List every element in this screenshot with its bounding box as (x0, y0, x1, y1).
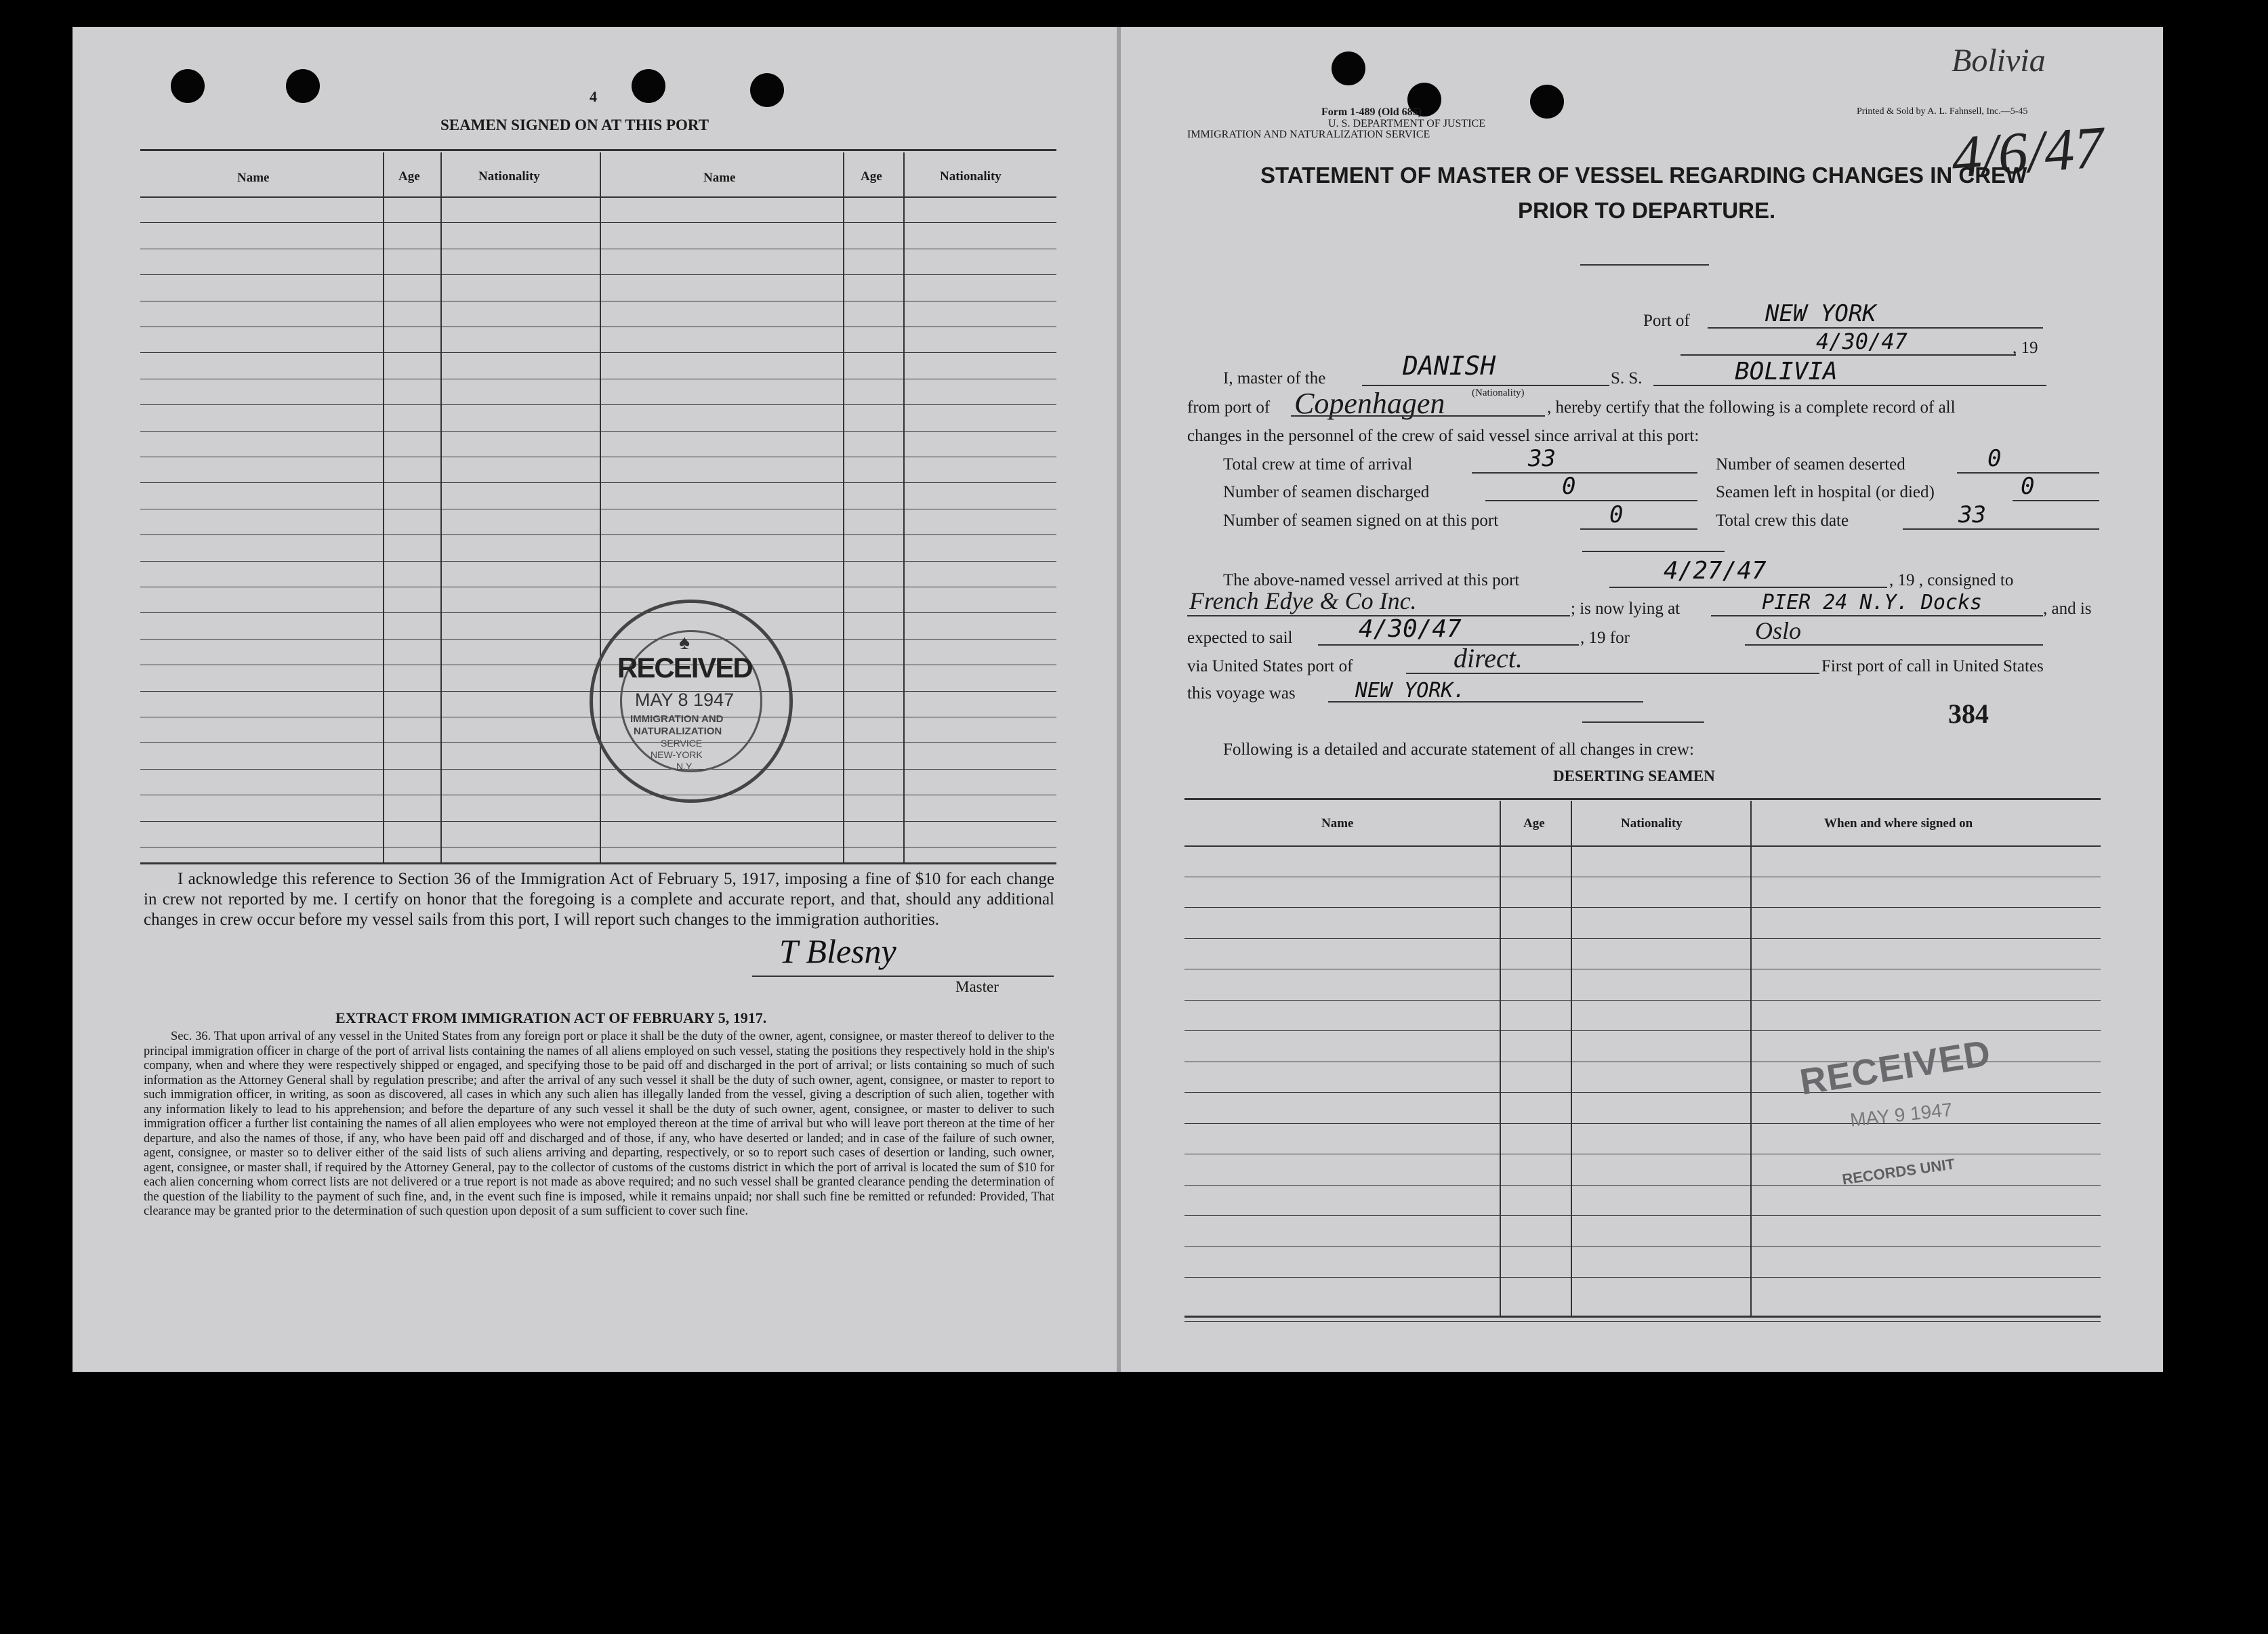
extract-title: EXTRACT FROM IMMIGRATION ACT OF FEBRUARY 5, 1917. (335, 1009, 767, 1026)
consignee-value: French Edye & Co Inc. (1189, 587, 1417, 614)
handwritten-vessel-note: Bolivia (1952, 43, 2046, 79)
vessel-value: BOLIVIA (1735, 358, 1838, 385)
stamp-line: NEW-YORK (651, 749, 703, 760)
table-top-rule (140, 149, 1056, 151)
form-title-1: STATEMENT OF MASTER OF VESSEL REGARDING CHANGES IN CREW (1260, 163, 2027, 188)
table-row (140, 612, 1056, 613)
table-row (140, 482, 1056, 483)
column-header: Nationality (478, 169, 540, 184)
column-divider (440, 152, 442, 862)
stamp-star-icon: ♠ (679, 631, 690, 654)
table-row (140, 769, 1056, 770)
table-row (140, 404, 1056, 405)
field-line (1580, 528, 1697, 530)
signature-line (752, 976, 1054, 977)
expected-label: expected to sail (1187, 629, 1293, 647)
page-number: 4 (590, 88, 597, 105)
table-row (1184, 845, 2101, 847)
column-header: Name (1321, 816, 1354, 831)
table-bottom-rule (1184, 1321, 2101, 1322)
stamp-line: N.Y. (676, 761, 694, 772)
field-line (1472, 472, 1697, 474)
master-label: I, master of the (1223, 369, 1326, 387)
stamp-date: MAY 8 1947 (635, 690, 735, 710)
port-value: NEW YORK (1765, 300, 1876, 327)
port-label: Port of (1643, 312, 1690, 330)
field-line (1653, 385, 2046, 386)
page-fold (1117, 27, 1121, 1372)
table-row (1184, 1185, 2101, 1186)
deserting-title: DESERTING SEAMEN (1553, 768, 1715, 784)
field-line (1318, 644, 1579, 646)
table-row (140, 222, 1056, 223)
punch-hole (632, 69, 665, 103)
field-line (1328, 701, 1643, 703)
via-label: via United States port of (1187, 657, 1353, 675)
form-number: Form 1-489 (Old 685) (1321, 106, 1422, 118)
handwritten-date-note: 4/6/47 (1949, 114, 2107, 191)
column-divider (383, 152, 384, 862)
received-stamp-round (590, 600, 793, 803)
table-row (140, 561, 1056, 562)
table-row (140, 352, 1056, 353)
stamp-line: IMMIGRATION AND (630, 713, 724, 725)
punch-hole (750, 73, 784, 107)
table-row (140, 274, 1056, 275)
punch-hole (1530, 85, 1564, 119)
from-port-label: from port of (1187, 398, 1271, 417)
ss-label: S. S. (1611, 369, 1643, 387)
stat-value: 0 (1609, 501, 1624, 528)
field-line (1485, 500, 1697, 501)
received-stamp-word: RECEIVED (1797, 1032, 1994, 1103)
field-line (2013, 500, 2099, 501)
stat-label: Number of seamen deserted (1716, 455, 1905, 474)
stat-value: 33 (1958, 501, 1986, 528)
for-label: , 19 for (1580, 629, 1630, 647)
first-port-label: First port of call in United States (1821, 657, 2044, 675)
column-header: Age (398, 169, 420, 184)
table-row (140, 821, 1056, 822)
changes-text: changes in the personnel of the crew of said vessel since arrival at this port: (1187, 427, 1699, 445)
nationality-value: DANISH (1403, 351, 1496, 381)
stat-label: Total crew this date (1716, 511, 1849, 530)
form-title-2: PRIOR TO DEPARTURE. (1518, 198, 1776, 223)
following-text: Following is a detailed and accurate statement of all changes in crew: (1223, 740, 1694, 759)
department: U. S. DEPARTMENT OF JUSTICE (1328, 118, 1485, 129)
stamp-word: RECEIVED (617, 652, 752, 684)
and-is-label: , and is (2043, 600, 2092, 618)
table-row (140, 639, 1056, 640)
voyage-value: NEW YORK. (1355, 679, 1466, 703)
certify-text: , hereby certify that the following is a complete record of all (1547, 398, 1956, 417)
master-signature: T Blesny (779, 932, 896, 970)
from-port-value: Copenhagen (1294, 387, 1445, 420)
voyage-label: this voyage was (1187, 684, 1296, 703)
stat-label: Seamen left in hospital (or died) (1716, 483, 1935, 501)
stamp-line: SERVICE (661, 738, 703, 749)
extract-text: Sec. 36. That upon arrival of any vessel in the United States from any foreign port or place it shall be the duty of the owner, agent, consignee, or master thereof to deliver to the principal immigration officer in charge of the port of arrival lists containing the names of all aliens employed on such vessel, stating the positions they respectively hold in the ship's company, when and where they were respectively shipped or engaged, and specifying those to be paid off and discharged in the port of arrival; or lists containing so much of such information as the Attorney General shall by regulation prescribe; and after the arrival of any such vessel it shall be the duty of such owner, agent, consignee, or master to report to such immigration officer, in writing, as soon as discovered, all cases in which any such alien has illegally landed from the vessel, giving a description of such alien, together with any information likely to lead to his apprehension; and before the departure of any such vessel it shall be the duty of such owner, agent, consignee, or master to deliver to such immigration officer a further list containing the names of all alien employees who were not employed thereon at the time of arrival but who will leave port thereon at the time of her departure, and also the names of those, if any, who have been paid off and discharged and of those, if any, who have deserted or landed; and in case of the failure of such owner, agent, consignee, or master so to deliver either of the said lists of such aliens arriving and departing, respectively, or so to report such cases of desertion or landing, such owner, agent, consignee, or master shall, if required by the Attorney General, pay to the collector of customs of the customs district in which the port of arrival is located the sum of $10 for each alien concerning whom correct lists are not delivered or a true report is not made as above required; and no such vessel shall be granted clearance pending the determination of the question of the liability to the payment of such fine, and, in the event such fine is imposed, while it remains unpaid; nor shall such fine be remitted or refunded: Provided, That clearance may be granted prior to the determination of such question upon deposit of a sum sufficient to cover such fine. (144, 1030, 1054, 1218)
stat-label: Number of seamen discharged (1223, 483, 1430, 501)
field-line (1745, 644, 2043, 646)
document-number: 384 (1948, 698, 1989, 729)
column-divider (1571, 801, 1572, 1316)
column-divider (843, 152, 844, 862)
column-header: Name (703, 171, 736, 185)
table-row (1184, 907, 2101, 908)
field-line (1609, 587, 1887, 588)
field-line (1903, 528, 2099, 530)
deserting-top-rule (1184, 798, 2101, 800)
column-header: Age (1523, 816, 1545, 831)
service: IMMIGRATION AND NATURALIZATION SERVICE (1187, 129, 1430, 140)
divider (1582, 721, 1704, 723)
column-divider (1500, 801, 1501, 1316)
column-divider (1750, 801, 1752, 1316)
column-divider (600, 152, 601, 862)
received-stamp-dept: RECORDS UNIT (1841, 1155, 1956, 1188)
table-row (1184, 1215, 2101, 1216)
table-row (1184, 1092, 2101, 1093)
for-value: Oslo (1755, 617, 1802, 644)
column-header: When and where signed on (1824, 816, 1973, 831)
divider (1582, 551, 1725, 552)
table-row (1184, 1030, 2101, 1031)
date-value: 4/30/47 (1816, 329, 1908, 354)
stat-value: 33 (1528, 445, 1556, 472)
nationality-caption: (Nationality) (1472, 387, 1525, 398)
punch-hole (171, 69, 205, 103)
table-bottom-rule (1184, 1316, 2101, 1318)
signature-label: Master (955, 978, 999, 995)
field-line (1291, 415, 1545, 417)
received-stamp-date: MAY 9 1947 (1849, 1099, 1954, 1131)
stat-label: Total crew at time of arrival (1223, 455, 1413, 474)
via-value: direct. (1453, 643, 1523, 673)
expected-value: 4/30/47 (1359, 615, 1462, 643)
punch-hole (286, 69, 320, 103)
column-header: Name (237, 171, 270, 185)
table-row (1184, 1123, 2101, 1124)
stat-label: Number of seamen signed on at this port (1223, 511, 1499, 530)
table-row (140, 431, 1056, 432)
column-header: Nationality (1621, 816, 1683, 831)
field-line (1406, 673, 1819, 674)
stamp-line: NATURALIZATION (634, 726, 722, 737)
column-divider (903, 152, 905, 862)
printer-note: Printed & Sold by A. L. Fahnsell, Inc.—5-45 (1857, 106, 2028, 117)
table-row (1184, 1000, 2101, 1001)
lying-value: PIER 24 N.Y. Docks (1762, 591, 1983, 614)
left-title: SEAMEN SIGNED ON AT THIS PORT (440, 117, 709, 133)
punch-hole (1332, 51, 1365, 85)
column-header: Age (861, 169, 882, 184)
consigned-label: , 19 , consigned to (1889, 571, 2014, 589)
acknowledgement-text: I acknowledge this reference to Section 36 of the Immigration Act of February 5, 1917, imposing a fine of $10 for each change in crew not reported by me. I certify on honor that the foregoing is a complete and accurate report, and that, should any additional changes in crew occur before my vessel sails from this port, I will report such changes to the immigration authorities. (144, 870, 1054, 929)
stat-value: 0 (1987, 445, 2002, 472)
stat-value: 0 (1562, 473, 1576, 500)
table-row (1184, 938, 2101, 939)
table-bottom-rule (140, 862, 1056, 864)
stat-value: 0 (2021, 473, 2035, 500)
column-header: Nationality (940, 169, 1002, 184)
arrived-value: 4/27/47 (1664, 557, 1767, 585)
lying-label: ; is now lying at (1571, 600, 1681, 618)
table-row (1184, 1277, 2101, 1278)
arrived-label: The above-named vessel arrived at this port (1223, 571, 1520, 589)
field-line (1681, 354, 2016, 356)
date-year: , 19 (2013, 339, 2038, 357)
divider (1580, 264, 1709, 266)
table-row (140, 196, 1056, 198)
